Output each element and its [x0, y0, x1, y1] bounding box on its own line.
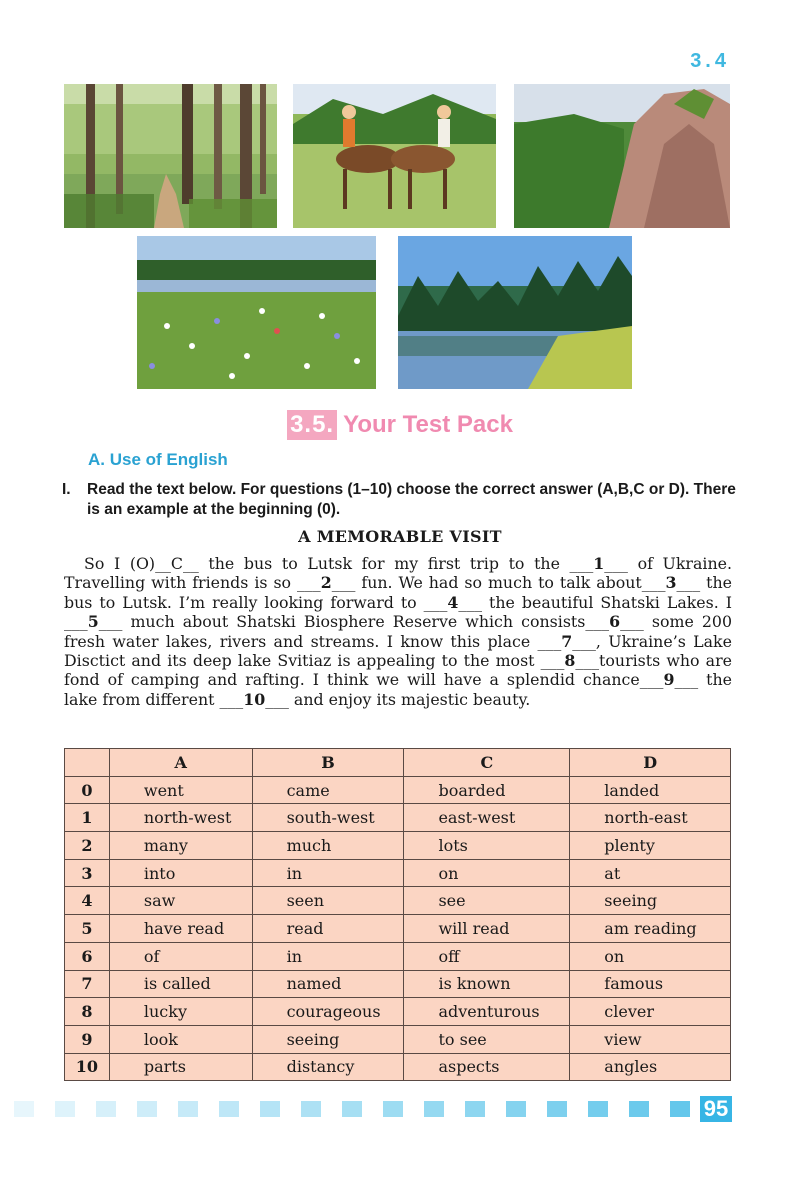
section-number: 3.5.: [287, 410, 337, 440]
option-cell: much: [252, 832, 404, 860]
question-number-cell: 0: [65, 776, 110, 804]
page-number: 95: [700, 1096, 732, 1122]
gap-number: 4: [447, 592, 459, 612]
question-number-cell: 7: [65, 970, 110, 998]
option-cell: lots: [404, 832, 570, 860]
unit-tag: 3.4: [690, 50, 730, 72]
passage-segment: So I (O)__C__ the bus to Lutsk for my first trip to the ___: [84, 554, 594, 573]
option-cell: in: [252, 859, 404, 887]
question-number-cell: 2: [65, 832, 110, 860]
passage-segment: ___tourists who are fond of camping and rafting. I think we will have a splendid chance___: [64, 651, 732, 690]
option-cell: seeing: [570, 887, 731, 915]
option-cell: many: [109, 832, 252, 860]
option-cell: seen: [252, 887, 404, 915]
option-cell: look: [109, 1025, 252, 1053]
table-row: [65, 1025, 731, 1053]
option-cell: will read: [404, 915, 570, 943]
option-cell: south-west: [252, 804, 404, 832]
passage-segment: ___ the beautiful Shatski Lakes. I ___: [64, 592, 732, 632]
footer-square: [424, 1101, 444, 1117]
table-row: [65, 776, 731, 804]
footer-square: [178, 1101, 198, 1117]
option-cell: courageous: [252, 998, 404, 1026]
option-cell: landed: [570, 776, 731, 804]
passage-segment: ___, Ukraine’s Lake Disctict and its deep lake Svitiaz is appealing to the most ___: [64, 631, 732, 671]
option-cell: parts: [109, 1053, 252, 1081]
gap-number: 5: [87, 612, 99, 632]
question-number-cell: 1: [65, 804, 110, 832]
question-number-cell: 9: [65, 1025, 110, 1053]
option-cell: is called: [109, 970, 252, 998]
option-cell: have read: [109, 915, 252, 943]
answer-options-table: [64, 748, 731, 1081]
table-row: [65, 970, 731, 998]
passage-segment: ___ and enjoy its majestic beauty.: [265, 689, 531, 709]
footer-square: [465, 1101, 485, 1117]
footer-square: [670, 1101, 690, 1117]
option-cell: went: [109, 776, 252, 804]
footer-square: [629, 1101, 649, 1117]
gap-number: 3: [665, 573, 677, 593]
question-number-cell: 6: [65, 942, 110, 970]
option-cell: boarded: [404, 776, 570, 804]
footer-square: [219, 1101, 239, 1117]
option-cell: read: [252, 915, 404, 943]
option-cell: distancy: [252, 1053, 404, 1081]
option-cell: famous: [570, 970, 731, 998]
passage-segment: ___ some 200 fresh water lakes, rivers and streams. I know this place ___: [64, 612, 733, 651]
question-number-cell: 4: [65, 887, 110, 915]
option-cell: on: [570, 942, 731, 970]
option-cell: north-east: [570, 804, 731, 832]
option-cell: in: [252, 942, 404, 970]
question-number-cell: 8: [65, 998, 110, 1026]
footer-decoration-bar: [14, 1101, 704, 1117]
option-cell: view: [570, 1025, 731, 1053]
footer-square: [588, 1101, 608, 1117]
table-header-row: [65, 749, 731, 777]
option-cell: east-west: [404, 804, 570, 832]
forest-lake-photo: [398, 236, 632, 389]
table-row: [65, 804, 731, 832]
rocky-cliff-photo: [514, 84, 730, 228]
section-title: Your Test Pack: [343, 411, 513, 438]
table-row: [65, 1053, 731, 1081]
passage-segment: ___ the lake from different ___: [64, 670, 732, 709]
table-row: [65, 998, 731, 1026]
column-header: D: [570, 749, 731, 777]
footer-square: [55, 1101, 75, 1117]
gap-number: 10: [243, 689, 266, 709]
wildflower-meadow-photo: [137, 236, 376, 389]
table-row: [65, 915, 731, 943]
horse-riding-photo: [293, 84, 496, 228]
task-instruction: [62, 480, 742, 520]
forest-path-photo: [64, 84, 277, 228]
section-heading: [0, 410, 800, 440]
question-number-cell: 10: [65, 1053, 110, 1081]
option-cell: to see: [404, 1025, 570, 1053]
option-cell: came: [252, 776, 404, 804]
option-cell: lucky: [109, 998, 252, 1026]
gap-number: 1: [593, 554, 605, 573]
task-text: Read the text below. For questions (1–10) choose the correct answer (A,B,C or D). There is an example at the beginning (0).: [87, 481, 736, 518]
column-header: B: [252, 749, 404, 777]
footer-square: [342, 1101, 362, 1117]
option-cell: named: [252, 970, 404, 998]
passage-segment: ___ of Ukraine. Travelling with friends is so ___: [64, 554, 732, 593]
passage-text: [64, 554, 732, 709]
gap-number: 7: [561, 631, 573, 651]
option-cell: clever: [570, 998, 731, 1026]
passage-segment: ___ much about Shatski Biosphere Reserve which consists___: [98, 612, 610, 632]
option-cell: of: [109, 942, 252, 970]
option-cell: into: [109, 859, 252, 887]
table-row: [65, 942, 731, 970]
option-cell: aspects: [404, 1053, 570, 1081]
text-title: A MEMORABLE VISIT: [298, 527, 502, 546]
gap-number: 9: [663, 670, 675, 690]
question-number-cell: 3: [65, 859, 110, 887]
column-header: C: [404, 749, 570, 777]
table-row: [65, 859, 731, 887]
gap-number: 6: [609, 612, 621, 632]
table-row: [65, 832, 731, 860]
table-row: [65, 887, 731, 915]
footer-square: [301, 1101, 321, 1117]
footer-square: [96, 1101, 116, 1117]
option-cell: north-west: [109, 804, 252, 832]
option-cell: on: [404, 859, 570, 887]
option-cell: off: [404, 942, 570, 970]
option-cell: am reading: [570, 915, 731, 943]
option-cell: saw: [109, 887, 252, 915]
task-number: I.: [62, 481, 71, 498]
footer-square: [547, 1101, 567, 1117]
footer-square: [260, 1101, 280, 1117]
passage-segment: ___ the bus to Lutsk. I’m really looking forward to ___: [64, 573, 732, 612]
footer-square: [137, 1101, 157, 1117]
option-cell: plenty: [570, 832, 731, 860]
gap-number: 2: [320, 573, 332, 593]
option-cell: at: [570, 859, 731, 887]
option-cell: see: [404, 887, 570, 915]
subsection-title: A. Use of English: [88, 450, 228, 469]
option-cell: adventurous: [404, 998, 570, 1026]
passage-segment: ___ fun. We had so much to talk about___: [331, 573, 666, 593]
footer-square: [383, 1101, 403, 1117]
footer-square: [506, 1101, 526, 1117]
footer-square: [14, 1101, 34, 1117]
option-cell: angles: [570, 1053, 731, 1081]
option-cell: is known: [404, 970, 570, 998]
column-header: [65, 749, 110, 777]
column-header: A: [109, 749, 252, 777]
option-cell: seeing: [252, 1025, 404, 1053]
gap-number: 8: [564, 651, 576, 671]
question-number-cell: 5: [65, 915, 110, 943]
